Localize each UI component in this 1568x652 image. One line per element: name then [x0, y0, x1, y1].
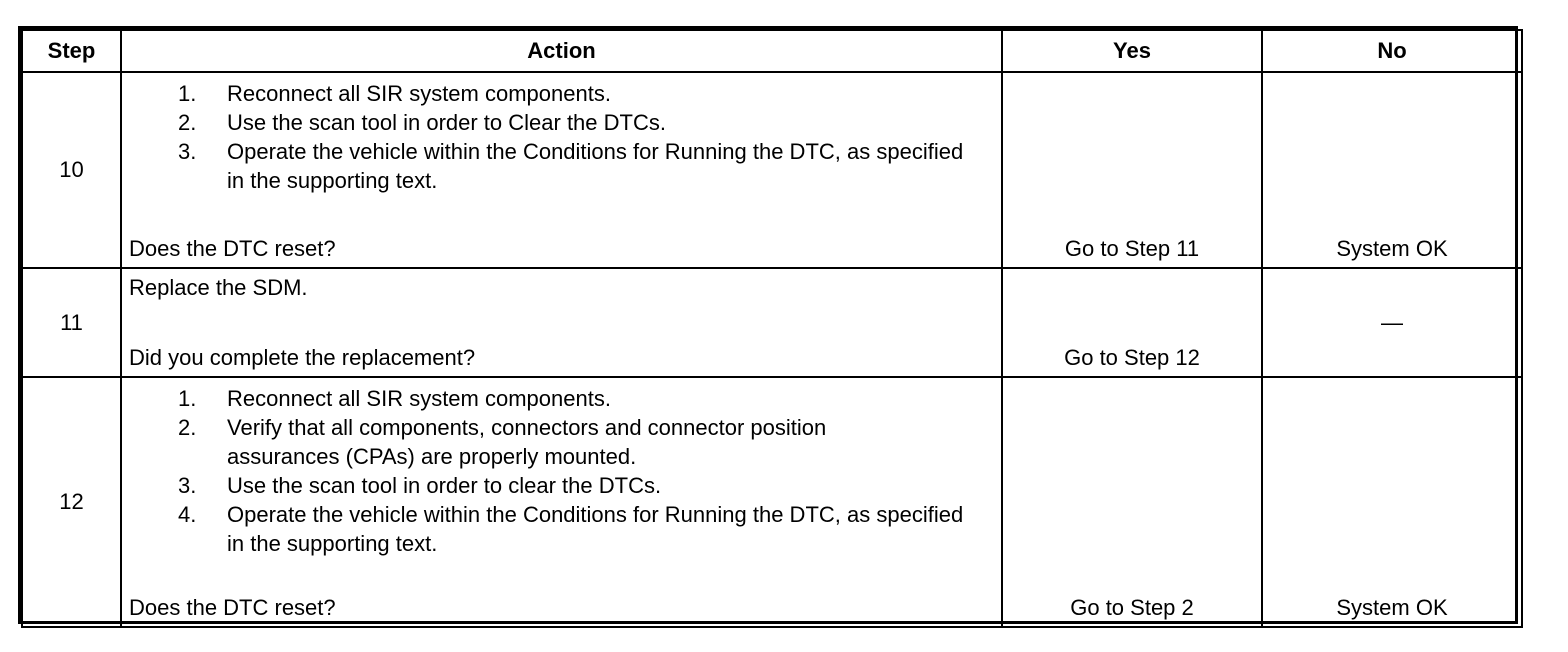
- yes-cell: [1002, 377, 1262, 627]
- table-row-step-11: [22, 268, 1522, 377]
- item-text: Reconnect all SIR system components.: [227, 386, 611, 411]
- item-number: 1.: [178, 386, 197, 411]
- header-yes: Yes: [1002, 30, 1262, 72]
- no-cell: [1262, 377, 1522, 627]
- header-action: Action: [121, 30, 1002, 72]
- step-number: 11: [22, 268, 121, 377]
- list-item: [178, 471, 1001, 500]
- item-text: Operate the vehicle within the Conditions for Running the DTC, as specified in the supporting text.: [227, 139, 964, 193]
- list-item: [178, 108, 971, 137]
- question-text: Did you complete the replacement?: [129, 345, 476, 370]
- no-cell: [1262, 268, 1522, 377]
- no-result: System OK: [1336, 595, 1448, 620]
- no-result: —: [1381, 309, 1403, 335]
- diagnostic-table-frame: [18, 26, 1518, 624]
- diagnostic-table: [21, 29, 1523, 628]
- action-list: [122, 79, 1001, 195]
- action-cell: [121, 377, 1002, 627]
- list-item: [178, 413, 927, 471]
- step-number: 10: [22, 72, 121, 268]
- item-text: Reconnect all SIR system components.: [227, 81, 611, 106]
- item-number: 3.: [178, 473, 197, 498]
- item-number: 1.: [178, 81, 197, 106]
- action-cell: [121, 268, 1002, 377]
- action-cell: [121, 72, 1002, 268]
- list-item: [178, 79, 971, 108]
- item-number: 2.: [178, 415, 197, 440]
- yes-cell: [1002, 268, 1262, 377]
- item-number: 2.: [178, 110, 197, 135]
- question-text: Does the DTC reset?: [129, 595, 336, 620]
- action-text: Replace the SDM.: [129, 275, 308, 300]
- list-item: [178, 384, 1001, 413]
- list-item: [178, 500, 972, 558]
- item-number: 3.: [178, 139, 197, 164]
- yes-result: Go to Step 12: [1064, 345, 1200, 370]
- yes-result: Go to Step 11: [1064, 236, 1200, 261]
- step-number: 12: [22, 377, 121, 627]
- item-text: Use the scan tool in order to clear the DTCs.: [227, 473, 662, 498]
- yes-result: Go to Step 2: [1070, 595, 1194, 620]
- item-text: Use the scan tool in order to Clear the DTCs.: [227, 110, 666, 135]
- item-text: Operate the vehicle within the Conditions for Running the DTC, as specified in the supporting text.: [227, 502, 964, 556]
- yes-cell: [1002, 72, 1262, 268]
- header-step: Step: [22, 30, 121, 72]
- table-row-step-12: [22, 377, 1522, 627]
- item-text: Verify that all components, connectors and connector position assurances (CPAs) are properly mounted.: [227, 415, 827, 469]
- action-list: [122, 384, 1001, 558]
- header-row: [22, 30, 1522, 72]
- question-text: Does the DTC reset?: [129, 236, 336, 261]
- table-row-step-10: [22, 72, 1522, 268]
- header-no: No: [1262, 30, 1522, 72]
- no-cell: [1262, 72, 1522, 268]
- item-number: 4.: [178, 502, 197, 527]
- no-result: System OK: [1336, 236, 1448, 261]
- list-item: [178, 137, 971, 195]
